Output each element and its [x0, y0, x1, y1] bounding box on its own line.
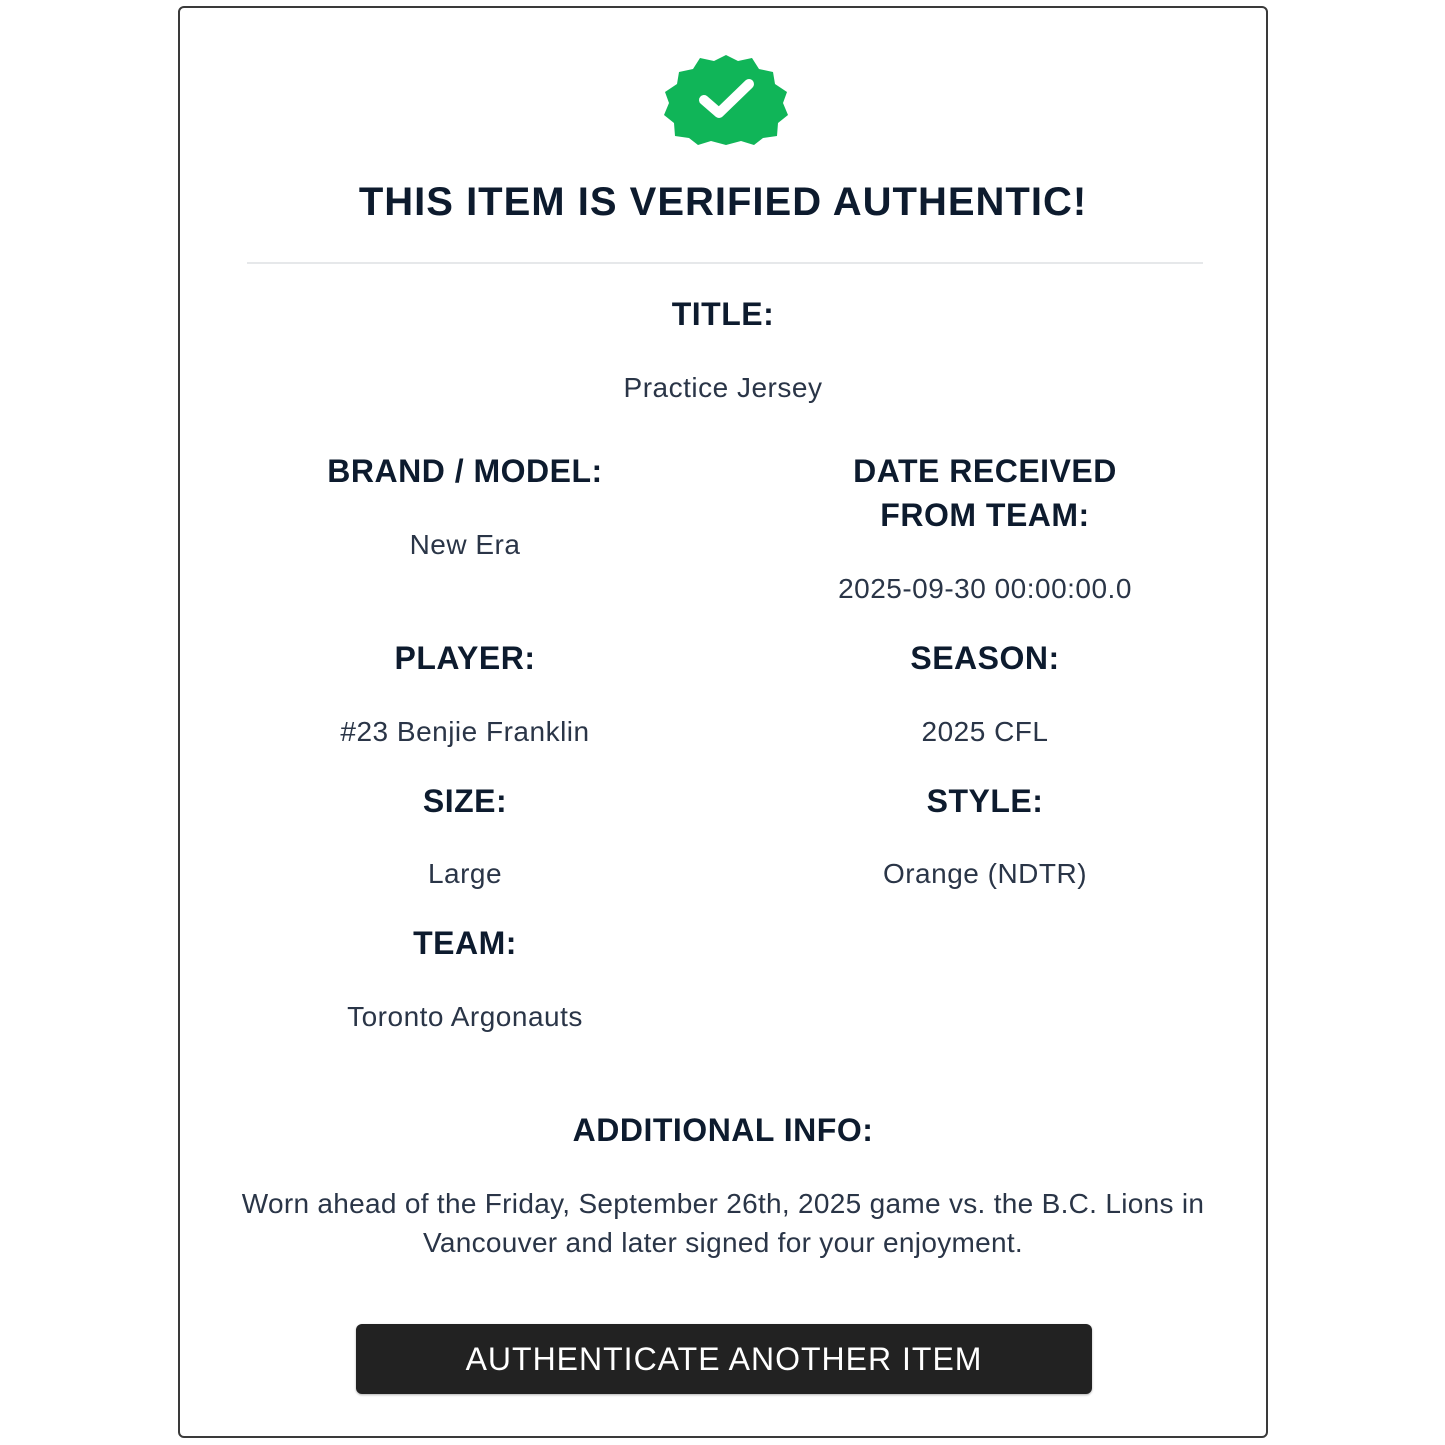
team-label: TEAM: [413, 925, 517, 961]
team-value: Toronto Argonauts [347, 1001, 583, 1032]
date-received-label-line2: FROM TEAM: [880, 497, 1090, 533]
verified-headline: THIS ITEM IS VERIFIED AUTHENTIC! [358, 180, 1088, 224]
player-value: #23 Benjie Franklin [340, 716, 590, 747]
season-value: 2025 CFL [921, 716, 1049, 747]
date-received-label-line1: DATE RECEIVED [853, 453, 1117, 489]
date-received-value: 2025-09-30 00:00:00.0 [838, 573, 1132, 604]
size-value: Large [427, 858, 503, 889]
authenticate-another-button[interactable]: AUTHENTICATE ANOTHER ITEM [356, 1324, 1092, 1394]
verification-card [178, 6, 1268, 1438]
verified-badge-icon [658, 53, 794, 145]
brand-model-label: BRAND / MODEL: [327, 453, 603, 489]
additional-info-text: Worn ahead of the Friday, September 26th, 2025 game vs. the B.C. Lions in Vancouver and later signed for your enjoyment. [241, 1188, 1205, 1258]
date-received-label [760, 449, 1210, 537]
player-label: PLAYER: [394, 640, 536, 676]
divider [247, 262, 1203, 264]
title-value: Practice Jersey [623, 372, 823, 403]
brand-model-value: New Era [409, 529, 521, 560]
title-label: TITLE: [671, 296, 775, 332]
additional-info-label: ADDITIONAL INFO: [572, 1112, 874, 1148]
size-label: SIZE: [422, 783, 508, 819]
style-label: STYLE: [926, 783, 1044, 819]
season-label: SEASON: [910, 640, 1060, 676]
style-value: Orange (NDTR) [882, 858, 1088, 889]
